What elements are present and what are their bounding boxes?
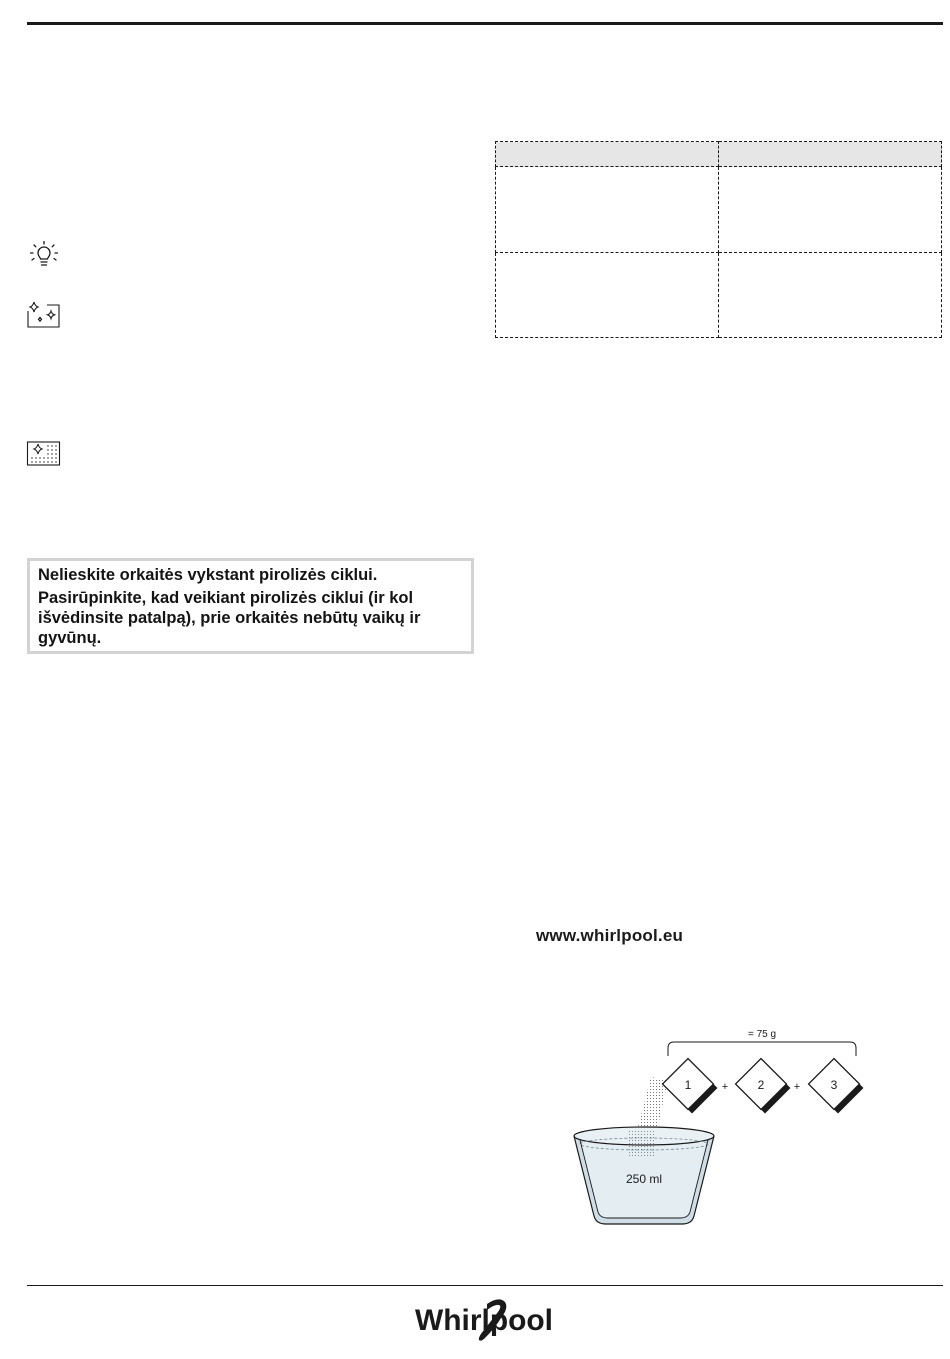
- table-cell: [719, 167, 942, 252]
- warning-line-1: Nelieskite orkaitės vykstant pirolizės ciklui.: [38, 566, 378, 584]
- table-header-cell: [496, 142, 719, 167]
- total-weight-label: = 75 g: [747, 1029, 777, 1040]
- whirlpool-logo: [413, 1296, 555, 1346]
- website-link[interactable]: www.whirlpool.eu: [536, 926, 684, 945]
- sparkle-icon: [26, 301, 62, 329]
- info-table: [495, 141, 942, 338]
- water-bowl: [574, 1127, 714, 1224]
- sachet-1: [663, 1059, 718, 1114]
- sachet-3-label: 3: [830, 1078, 838, 1092]
- sachet-2: [736, 1059, 791, 1114]
- plus-sign-1: +: [721, 1081, 729, 1093]
- dotted-grid-sparkle-icon: [26, 440, 62, 468]
- water-volume-label: 250 ml: [625, 1172, 663, 1186]
- brand-wordmark: Whirlpool: [415, 1304, 553, 1337]
- sachet-2-label: 2: [757, 1078, 765, 1092]
- table-row: [496, 252, 942, 337]
- warning-box: [27, 558, 474, 654]
- top-rule: [27, 22, 943, 25]
- sachet-3: [809, 1059, 864, 1114]
- table-header-cell: [719, 142, 942, 167]
- bottom-rule: [27, 1285, 943, 1286]
- lightbulb-icon: [26, 240, 62, 268]
- table-cell: [719, 252, 942, 337]
- table-cell: [496, 252, 719, 337]
- table-cell: [496, 167, 719, 252]
- plus-sign-2: +: [793, 1081, 801, 1093]
- table-row: [496, 167, 942, 252]
- descaling-illustration: [556, 1022, 866, 1228]
- table-header-row: [496, 142, 942, 167]
- sachet-1-label: 1: [684, 1078, 692, 1092]
- warning-line-2: Pasirūpinkite, kad veikiant pirolizės ciklui (ir kol išvėdinsite patalpą), prie orkaitės nebūtų vaikų ir gyvūnų.: [38, 589, 421, 647]
